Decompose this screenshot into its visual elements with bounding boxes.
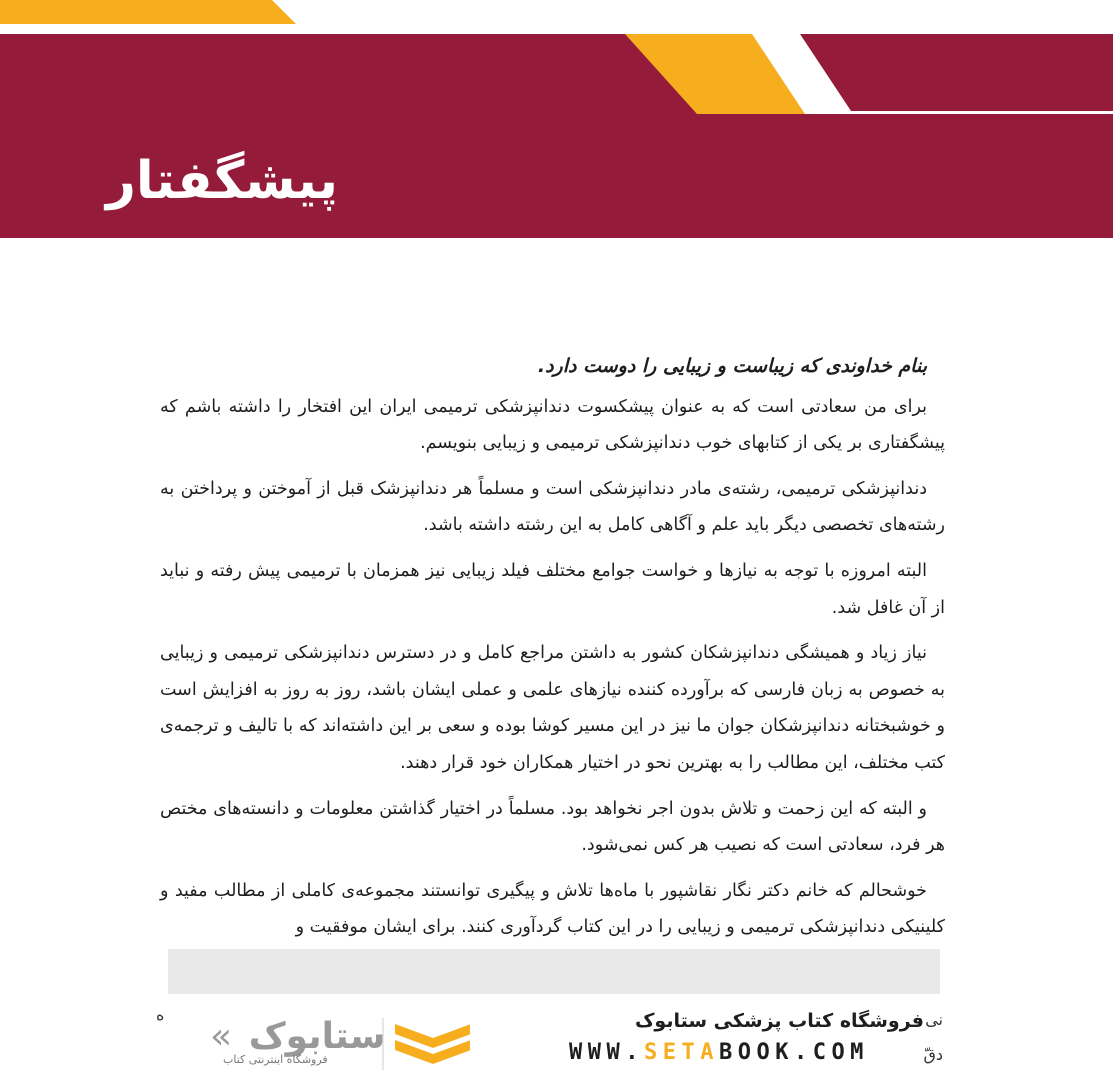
paragraph: البته امروزه با توجه به نیازها و خواست جوامع مختلف فیلد زیبایی نیز همزمان با ترمیمی پیش رفته و نباید از آن غافل شد.	[160, 560, 945, 618]
store-name: فروشگاه کتاب پزشکی ستابوک	[634, 1010, 924, 1032]
partial-text-fragment: نی	[925, 1010, 943, 1029]
store-url	[569, 1040, 869, 1065]
svg-text:«: «	[210, 1016, 233, 1057]
paragraph: خوشحالم که خانم دکتر نگار نقاشپور با ماه‌ها تلاش و پیگیری توانستند مجموعه‌ی کاملی از مطالب مفید و کلینیکی دندانپزشکی ترمیمی و زیبایی را در این کتاب گردآوری کنند. برای ایشان موفقیت و	[160, 880, 945, 938]
chevron-stripes-decoration	[600, 34, 1113, 114]
paragraph: دندانپزشکی ترمیمی، رشته‌ی مادر دندانپزشکی است و مسلماً هر دندانپزشک قبل از آموختن و پرداختن به رشته‌های تخصصی دیگر باید علم و آگاهی کامل به این رشته داشته باشد.	[160, 478, 945, 536]
partial-text-fragment: دقّ	[923, 1045, 943, 1064]
paragraph: برای من سعادتی است که به عنوان پیشکسوت دندانپزشکی ترمیمی ایران این افتخار را داشته باشم که پیشگفتاری بر یکی از کتابهای خوب دندانپزشکی ترمیمی و زیبایی بنویسم.	[160, 396, 945, 454]
paragraph: و البته که این زحمت و تلاش بدون اجر نخواهد بود. مسلماً در اختیار گذاشتن معلومات و دانسته‌های مختص هر فرد، سعادتی است که نصیب هر کس نمی‌شود.	[160, 798, 945, 856]
page-title: پیشگفتار	[105, 151, 338, 211]
setabook-logo	[205, 1010, 470, 1080]
text-highlight	[168, 949, 940, 994]
foreword-body	[160, 348, 945, 955]
paragraph: نیاز زیاد و همیشگی دندانپزشکان کشور به داشتن مراجع کامل و در دسترس دندانپزشکی ترمیمی و زیبایی به خصوص به زبان فارسی که برآورده کننده نیازهای علمی و عملی ایشان باشد، روز به روز به افزایش است و خوشبختانه دندانپزشکان جوان ما نیز در این مسیر کوشا بوده و سعی بر این داشته‌اند که با تالیف و ترجمه‌ی کتب مختلف، این مطالب را به بهترین نحو در اختیار همکاران خود قرار دهند.	[160, 643, 945, 773]
partial-text-fragment: ه	[156, 1005, 165, 1024]
logo-wordmark: ستابوک	[248, 1016, 386, 1057]
watermark-overlay	[0, 995, 1113, 1080]
url-suffix: BOOK.COM	[718, 1040, 869, 1065]
basmala-heading: بنام خداوندی که زیباست و زیبایی را دوست دارد.	[537, 355, 927, 377]
url-accent: SETA	[643, 1040, 719, 1065]
url-prefix: WWW.	[569, 1040, 644, 1065]
logo-tagline: فروشگاه اینترنتی کتاب	[223, 1053, 328, 1066]
top-accent-stripe	[0, 0, 296, 24]
